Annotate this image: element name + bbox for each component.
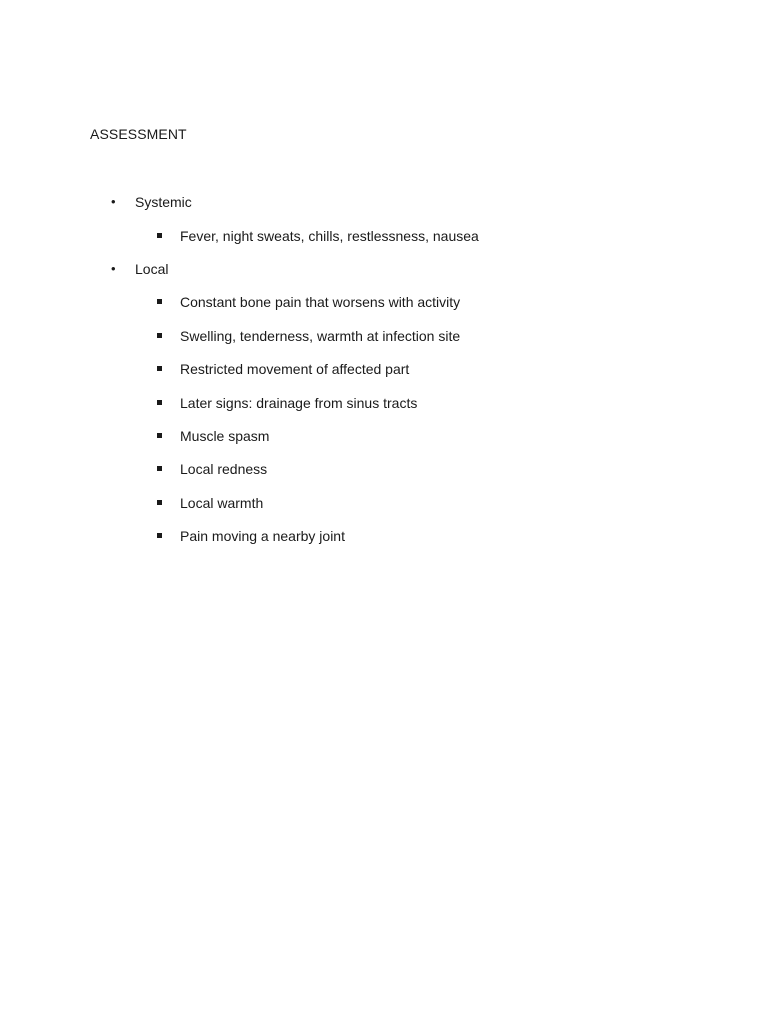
square-bullet-icon xyxy=(157,366,162,371)
list-item-text: Local redness xyxy=(180,461,268,478)
page-heading: ASSESSMENT xyxy=(90,126,187,142)
square-bullet-icon xyxy=(157,500,162,505)
section-label-local: Local xyxy=(135,260,169,277)
list-item-text: Later signs: drainage from sinus tracts xyxy=(180,394,418,411)
square-bullet-icon xyxy=(157,233,162,238)
section-label-systemic: Systemic xyxy=(135,194,192,210)
list-item-text: Muscle spasm xyxy=(180,427,270,444)
square-bullet-icon xyxy=(157,533,162,538)
square-bullet-icon xyxy=(157,400,162,405)
list-item-text: Swelling, tenderness, warmth at infection site xyxy=(180,327,461,344)
square-bullet-icon xyxy=(157,433,162,438)
list-item-text: Restricted movement of affected part xyxy=(180,361,410,378)
square-bullet-icon xyxy=(157,466,162,471)
square-bullet-icon xyxy=(157,299,162,304)
list-item-text: Fever, night sweats, chills, restlessness, nausea xyxy=(180,227,479,244)
list-item-text: Constant bone pain that worsens with activity xyxy=(180,294,461,311)
list-item-text: Pain moving a nearby joint xyxy=(180,528,345,545)
bullet-icon: • xyxy=(111,260,116,276)
bullet-icon: • xyxy=(111,194,116,209)
list-item-text: Local warmth xyxy=(180,494,264,511)
square-bullet-icon xyxy=(157,333,162,338)
